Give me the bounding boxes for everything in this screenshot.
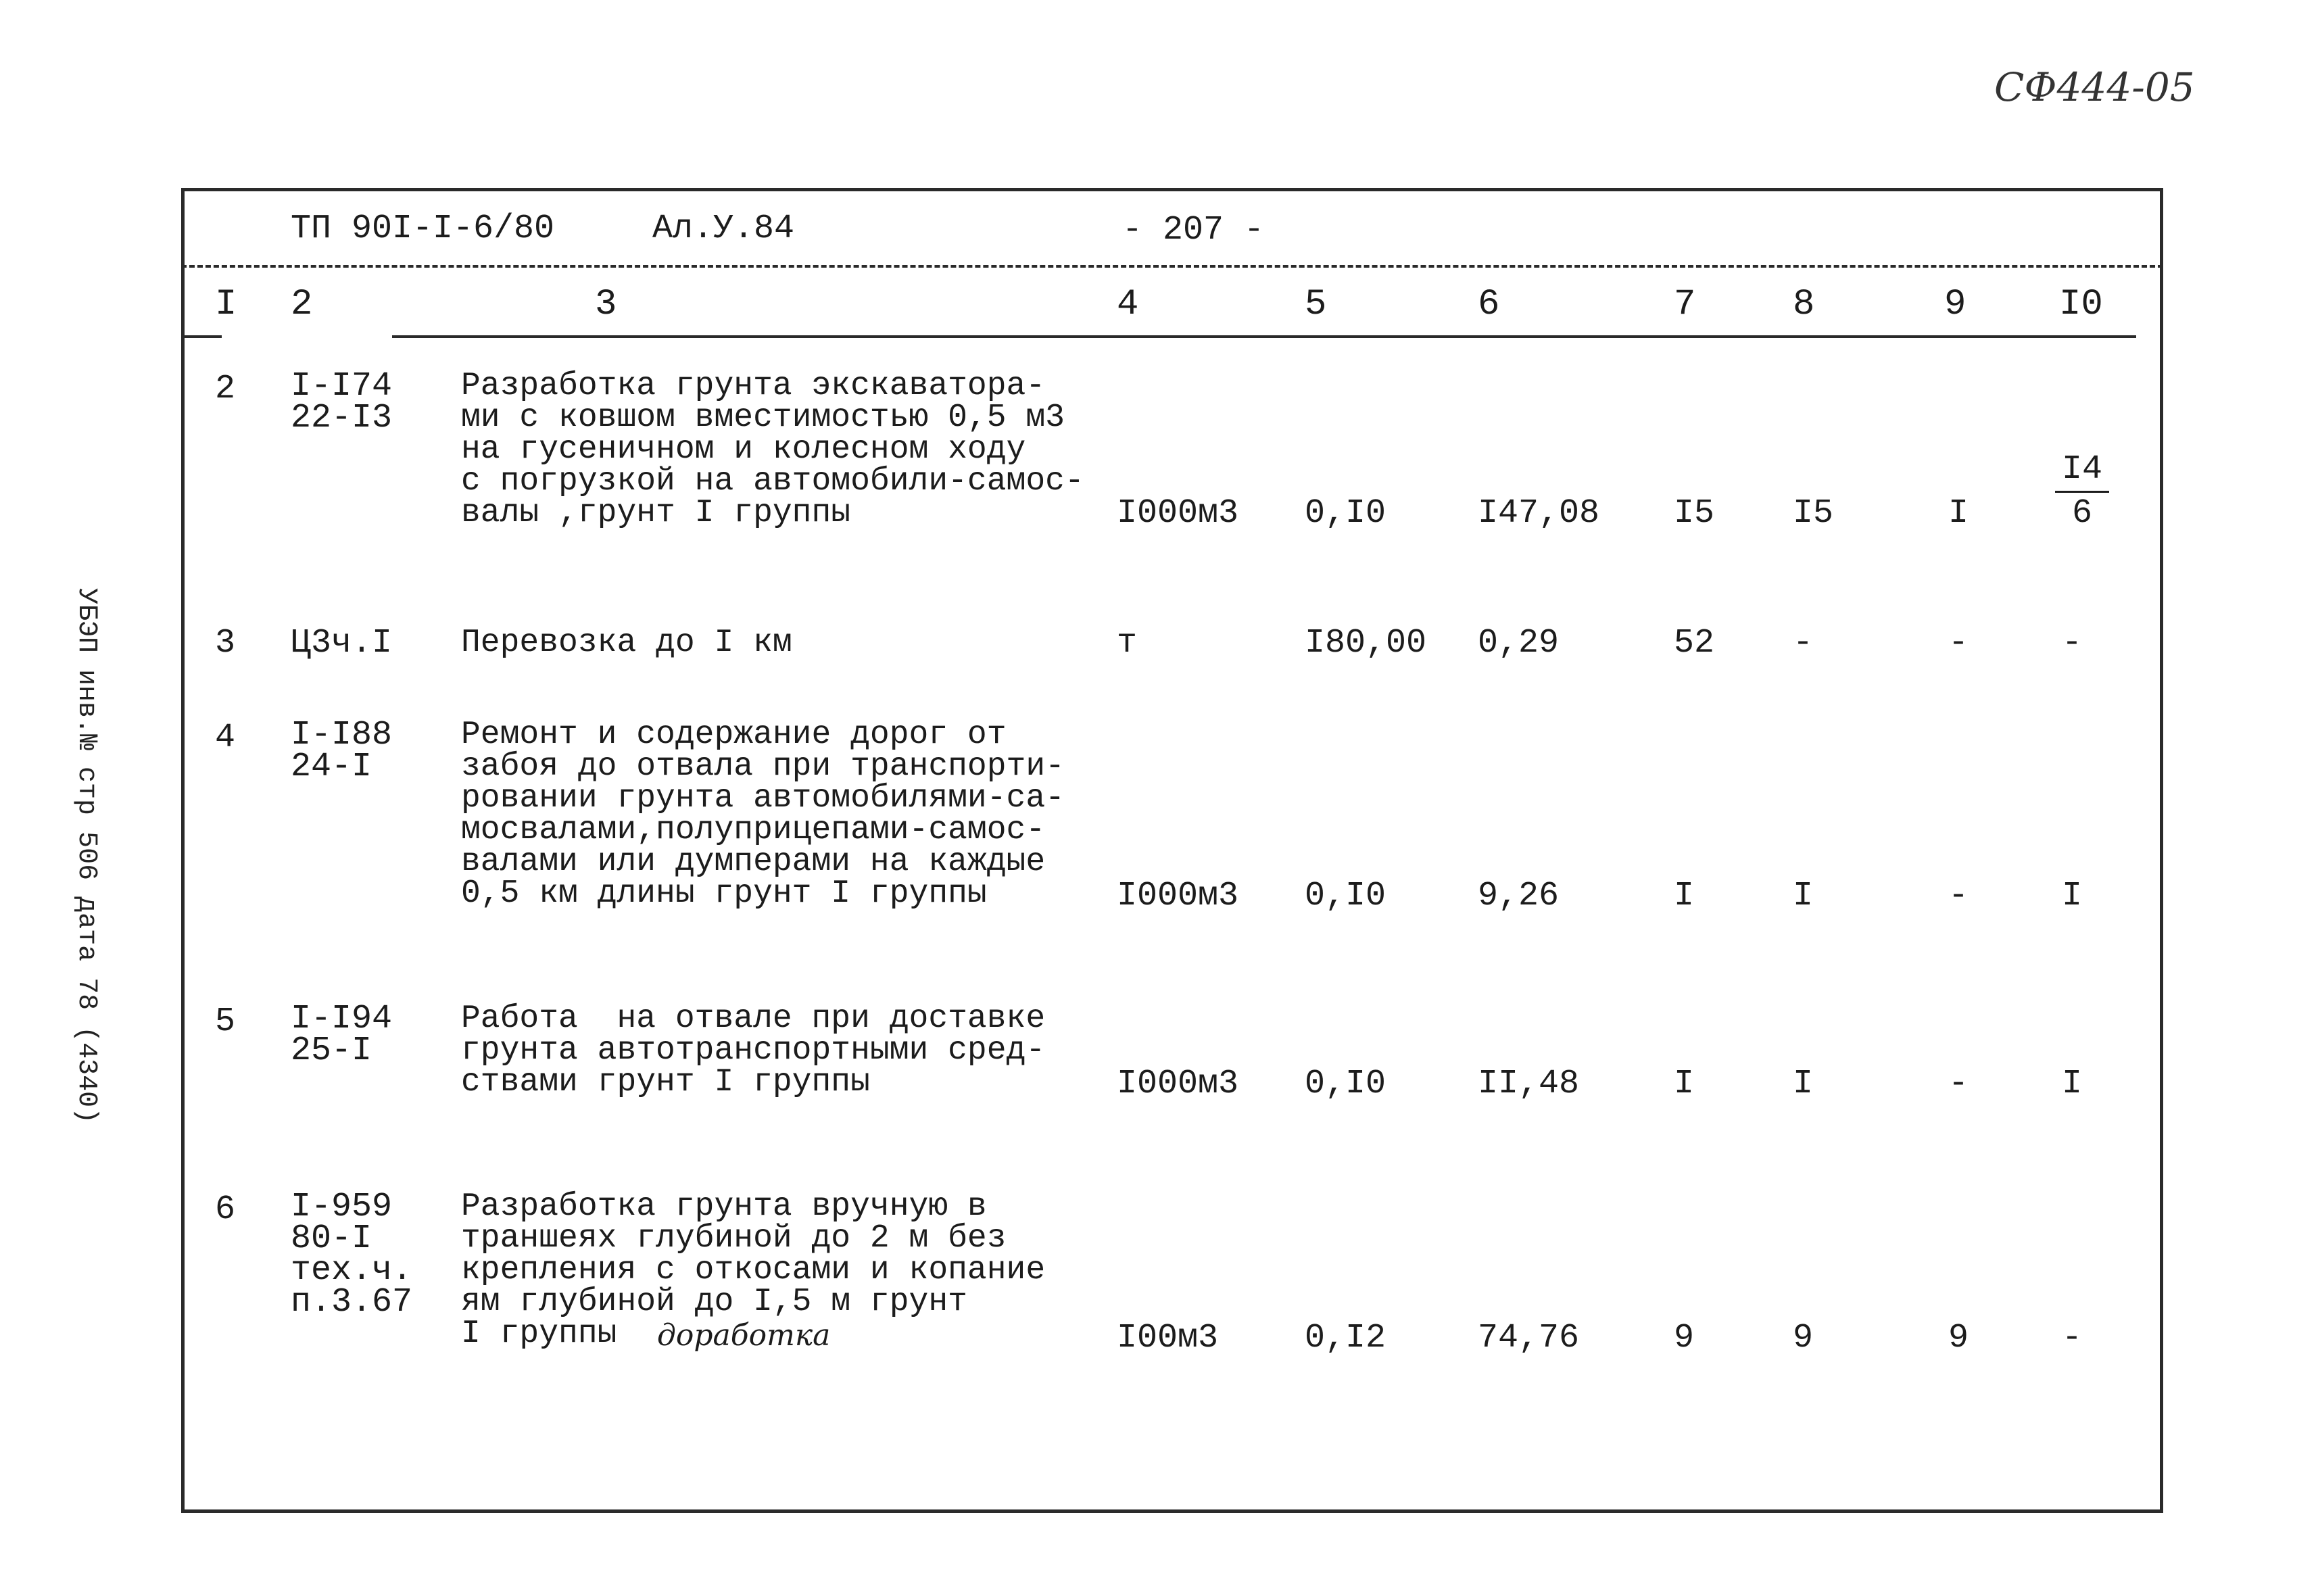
row-col7: 52 (1674, 624, 1715, 662)
row-unit: I000м3 (1117, 877, 1239, 915)
row-col10: - (2062, 1319, 2083, 1357)
side-stamp: УБЭП инв.№ стр 506 дата 78 (4340) (71, 588, 101, 1124)
row-code: I-I88 24-I (291, 716, 393, 786)
row-unit: I000м3 (1117, 494, 1239, 533)
row-unit: т (1117, 624, 1138, 662)
col-head-5: 5 (1305, 284, 1327, 325)
album-number: Ал.У.84 (652, 210, 795, 248)
row-code: I-I74 22-I3 (291, 367, 393, 437)
row-col8: I (1793, 1065, 1814, 1103)
col-head-7: 7 (1674, 284, 1696, 325)
row-col8: - (1793, 624, 1814, 662)
row-number: 2 (215, 370, 236, 408)
row-quantity: 0,I0 (1305, 1065, 1386, 1103)
row-col9: 9 (1948, 1319, 1969, 1357)
col-head-3: 3 (595, 284, 617, 325)
row-col9: I (1948, 494, 1969, 533)
row-description: Перевозка до I км (461, 625, 792, 661)
row-price: 0,29 (1478, 624, 1560, 662)
row-number: 6 (215, 1190, 236, 1229)
row-col10: I (2062, 877, 2083, 915)
row-col7: I (1674, 1065, 1695, 1103)
row-col9: - (1948, 1065, 1969, 1103)
col-divider (392, 335, 2136, 338)
row-code: Ц3ч.I (291, 624, 393, 662)
project-code: ТП 90I-I-6/80 (291, 210, 555, 248)
row-number: 4 (215, 719, 236, 757)
row-col10: - (2062, 624, 2083, 662)
col-head-4: 4 (1117, 284, 1139, 325)
row-col9: - (1948, 624, 1969, 662)
col-divider-left (181, 335, 222, 338)
fraction-numerator: I4 (2055, 449, 2109, 493)
col-head-2: 2 (291, 284, 313, 325)
row-price: 9,26 (1478, 877, 1560, 915)
col-head-10: I0 (2059, 284, 2103, 325)
row-quantity: I80,00 (1305, 624, 1427, 662)
row-price: 74,76 (1478, 1319, 1580, 1357)
row-col8: 9 (1793, 1319, 1814, 1357)
row-col8: I (1793, 877, 1814, 915)
col-head-1: I (215, 284, 237, 325)
col-head-9: 9 (1944, 284, 1967, 325)
row-description: Ремонт и содержание дорог от забоя до отвала при транспорти- ровании грунта автомобилями-са- мосвалами,полуприцепами-самос- валами или думперами на каждые 0,5 км длины грунт I группы (461, 717, 1065, 912)
row-unit: I000м3 (1117, 1065, 1239, 1103)
col-head-6: 6 (1478, 284, 1500, 325)
row-price: I47,08 (1478, 494, 1600, 533)
row-col8: I5 (1793, 494, 1834, 533)
row-col9: - (1948, 877, 1969, 915)
row-code: I-959 80-I тех.ч. п.3.67 (291, 1188, 413, 1322)
row-quantity: 0,I0 (1305, 877, 1386, 915)
document-code: СФ444-05 (1994, 64, 2195, 110)
row-col10-fraction (2055, 449, 2109, 535)
row-quantity: 0,I2 (1305, 1319, 1386, 1357)
row-description: Разработка грунта экскаватора- ми с ковшом вместимостью 0,5 м3 на гусеничном и колесном ходу с погрузкой на автомобили-самос- валы ,грунт I группы (461, 368, 1084, 531)
row-col7: I (1674, 877, 1695, 915)
col-head-8: 8 (1793, 284, 1815, 325)
row-code: I-I94 25-I (291, 1000, 393, 1070)
row-unit: I00м3 (1117, 1319, 1219, 1357)
page-number: - 207 - (1122, 211, 1265, 249)
row-description: Разработка грунта вручную в траншеях глубиной до 2 м без крепления с откосами и копание ям глубиной до I,5 м грунт I группы (461, 1188, 1046, 1352)
row-price: II,48 (1478, 1065, 1580, 1103)
row-col7: 9 (1674, 1319, 1695, 1357)
row-number: 5 (215, 1002, 236, 1041)
fraction-denominator: 6 (2071, 494, 2092, 533)
row-description: Работа на отвале при доставке грунта автотранспортными сред- ствами грунт I группы (461, 1000, 1046, 1101)
row-col7: I5 (1674, 494, 1715, 533)
row-number: 3 (215, 624, 236, 662)
row-col10: I (2062, 1065, 2083, 1103)
row-quantity: 0,I0 (1305, 494, 1386, 533)
header-divider (181, 265, 2163, 268)
handwritten-note: доработка (657, 1318, 831, 1353)
